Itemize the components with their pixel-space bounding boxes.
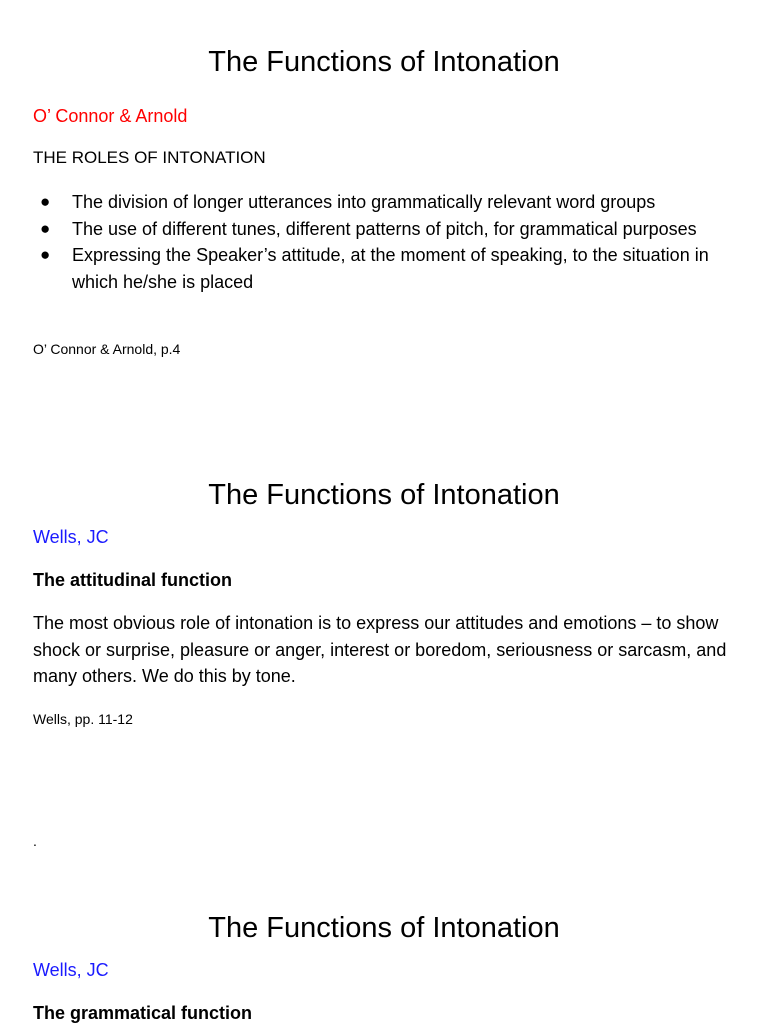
section-1-bullet-list [33,189,743,295]
bullet-dot-icon: ● [40,218,51,238]
section-3-author: Wells, JC [33,960,109,980]
bullet-dot-icon: ● [40,245,51,264]
section-2-title: The Functions of Intonation [208,479,560,511]
trailing-dot: . [33,833,37,849]
section-1-author: O’ Connor & Arnold [33,106,188,126]
bullet-text: Expressing the Speaker’s attitude, at the moment of speaking, to the situation in which he/she is placed [72,245,709,292]
section-2-citation: Wells, pp. 11-12 [33,711,133,727]
section-1-citation: O’ Connor & Arnold, p.4 [33,341,181,357]
bullet-text: The division of longer utterances into grammatically relevant word groups [72,192,656,212]
bullet-item [33,189,743,216]
section-2-paragraph: The most obvious role of intonation is to express our attitudes and emotions – to show shock or surprise, pleasure or anger, interest or boredom, seriousness or sarcasm, and many others. We do this by tone. [33,613,727,686]
bullet-item [33,216,743,243]
section-3-title: The Functions of Intonation [208,912,560,944]
bullet-item [33,242,743,295]
section-2-author: Wells, JC [33,527,109,547]
bullet-text: The use of different tunes, different patterns of pitch, for grammatical purposes [72,218,697,239]
section-3-heading: The grammatical function [33,1003,253,1023]
bullet-dot-icon: ● [40,192,51,211]
section-1-heading: THE ROLES OF INTONATION [33,148,266,167]
section-1-title: The Functions of Intonation [208,46,560,78]
section-2-heading: The attitudinal function [33,570,232,590]
